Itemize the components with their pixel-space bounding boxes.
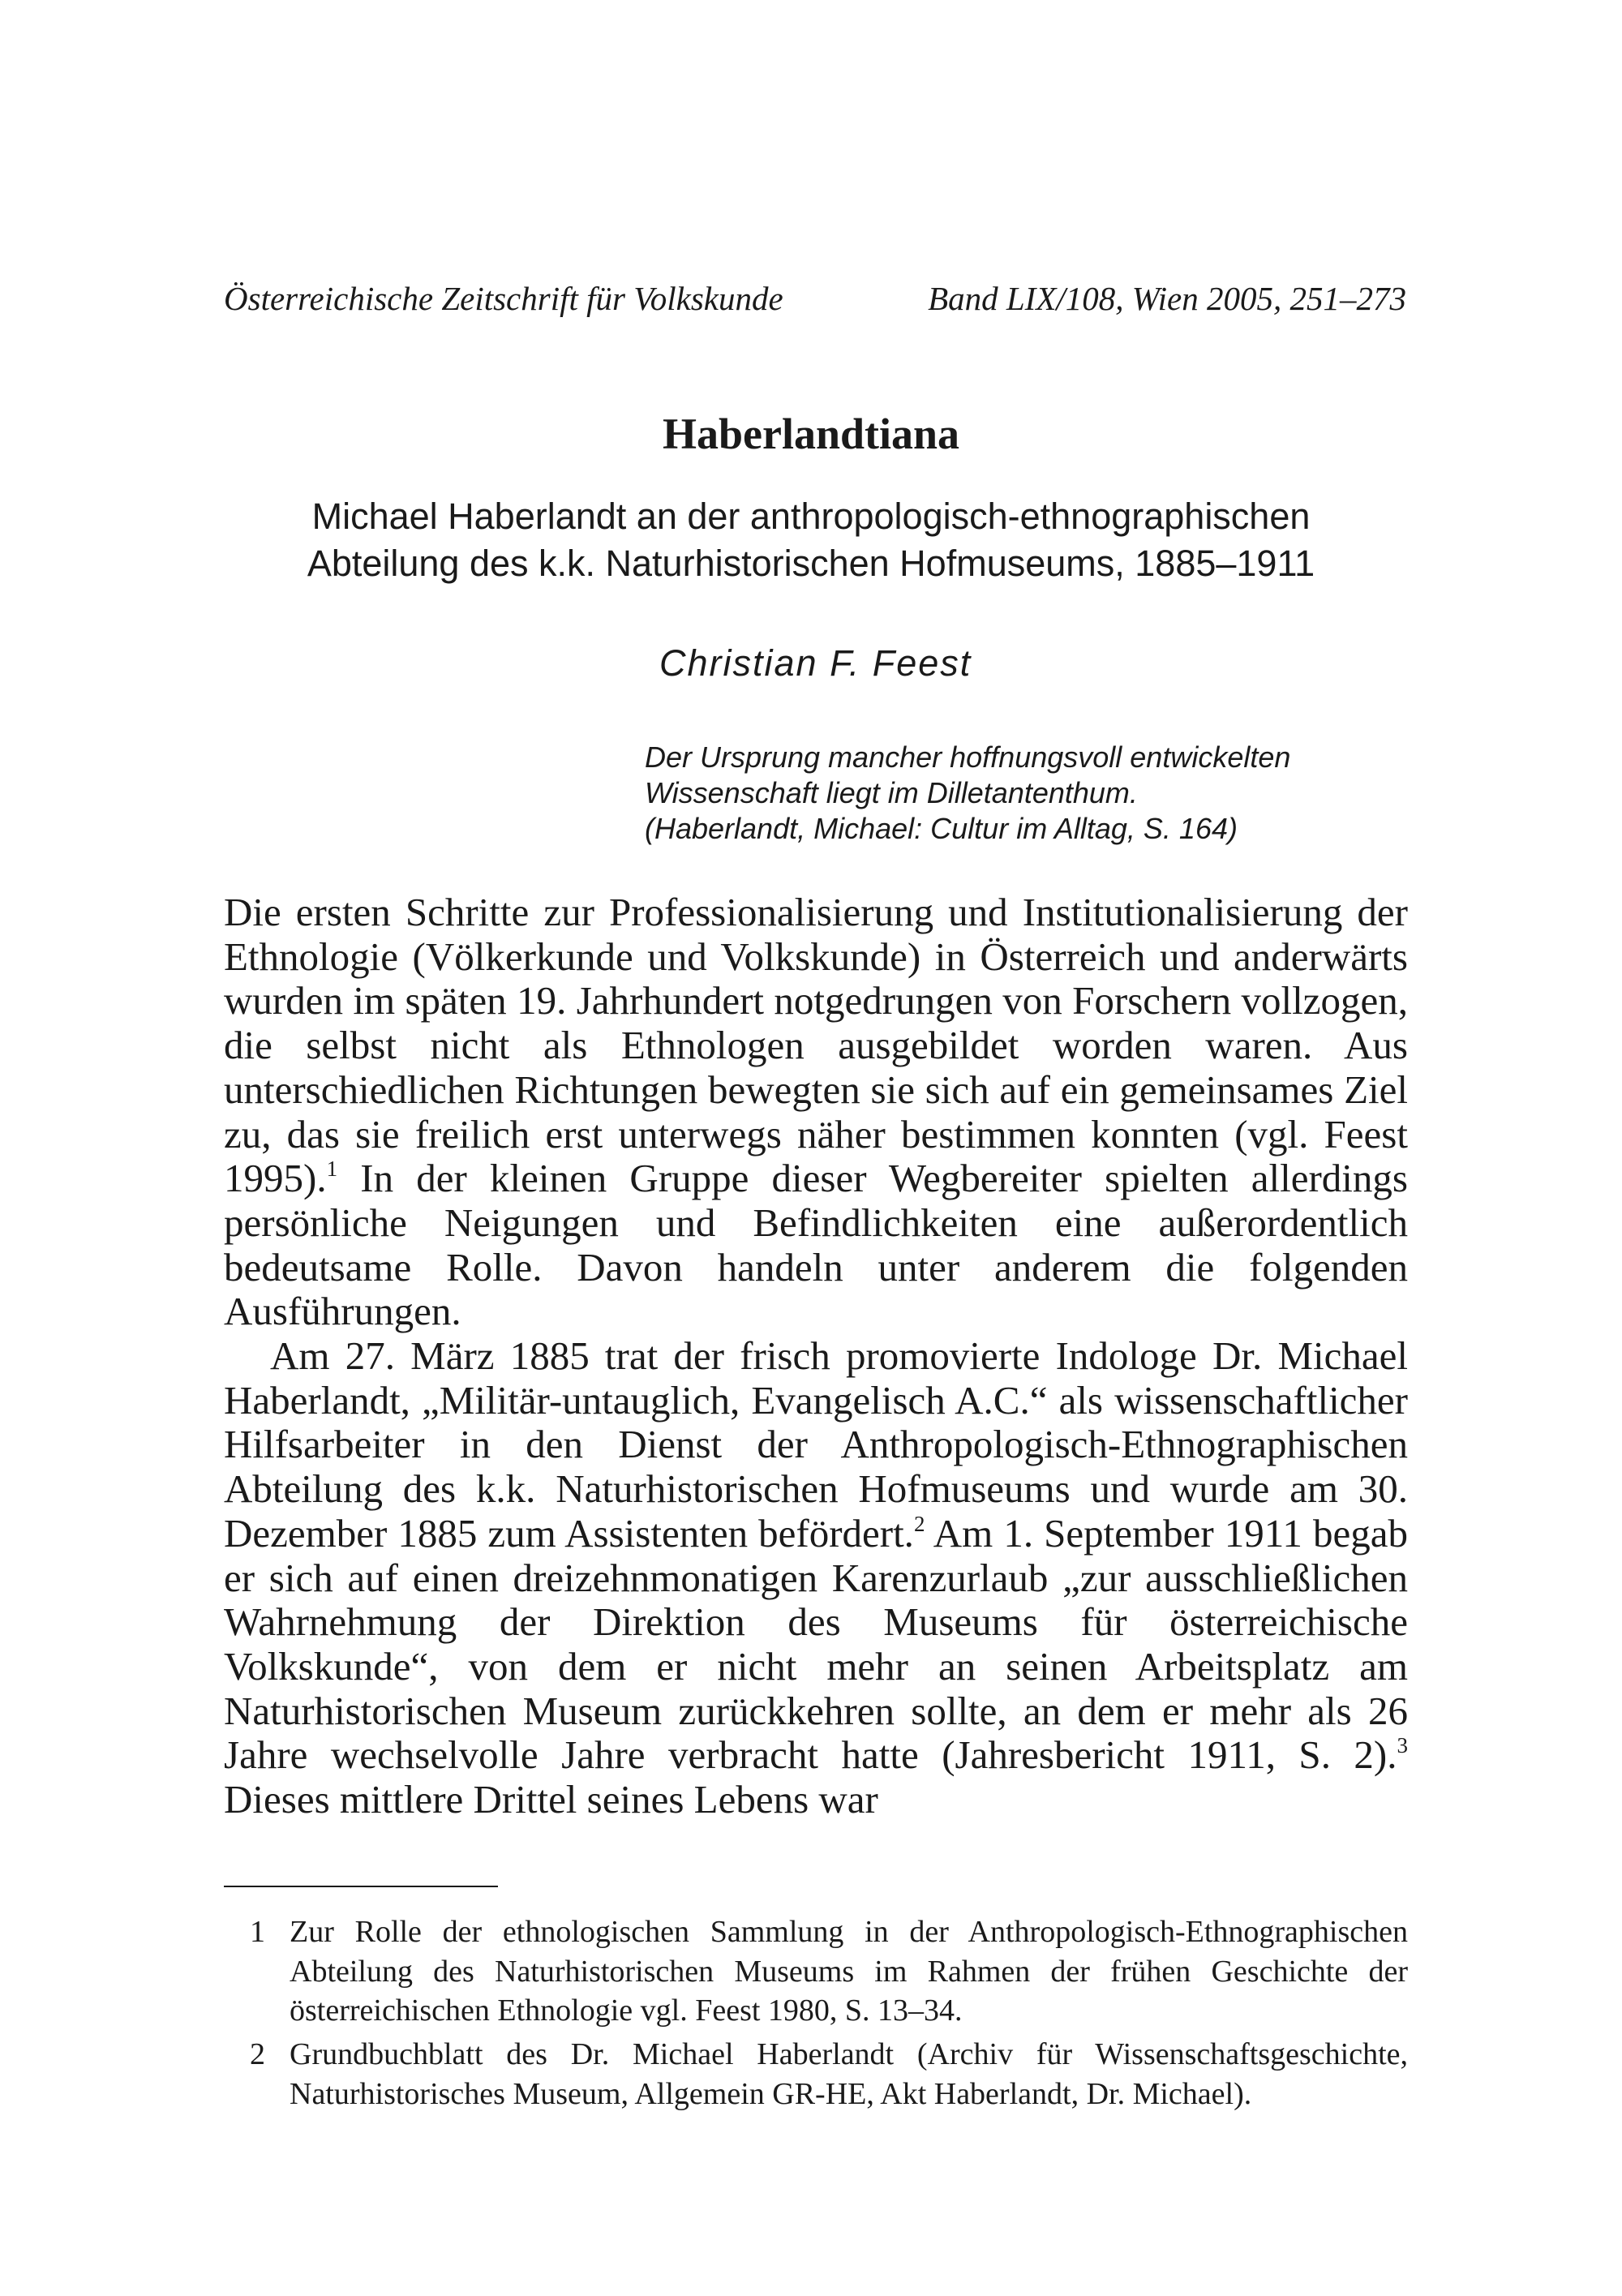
article-title: Haberlandtiana (662, 410, 960, 458)
subtitle-line: Abteilung des k.k. Naturhistorischen Hofmuseums, 1885–1911 (307, 543, 1315, 584)
footnote (224, 2035, 1408, 2114)
journal-name: Österreichische Zeitschrift für Volkskunde (224, 280, 783, 317)
paragraph-text: Die ersten Schritte zur Professionalisierung und Institutionalisierung der Ethnologie (Völkerkunde und Volkskunde) in Österreich und anderwärts wurden im späten 19. Jahrhundert notgedrungen von Forschern vollzogen, die selbst nicht als Ethnologen ausgebildet worden waren. Aus unterschiedlichen Richtungen bewegten sie sich auf ein gemeinsames Ziel zu, das sie freilich erst unterwegs näher bestimmen konnten (vgl. Feest 1995). (224, 890, 1408, 1201)
epigraph-line: Wissenschaft liegt im Dilletantenthum. (645, 776, 1138, 809)
subtitle-line: Michael Haberlandt an der anthropologisch-ethnographischen (311, 496, 1311, 537)
article-subtitle (0, 493, 1622, 587)
footnote-number: 2 (250, 2037, 265, 2072)
paragraph-text: In der kleinen Gruppe dieser Wegbereiter spielten allerdings persönliche Neigungen und Befindlichkeiten eine außerordentlich bedeutsame Rolle. Davon handeln unter anderem die folgenden Ausführungen. (224, 1156, 1408, 1334)
footnote-divider (224, 1886, 498, 1887)
footnote-number: 1 (250, 1915, 265, 1949)
footnote-ref: 2 (913, 1511, 925, 1536)
epigraph-citation: (Haberlandt, Michael: Cultur im Alltag, S. 164) (645, 812, 1238, 845)
footnote (224, 1912, 1408, 2031)
paragraph-text: Dieses mittlere Drittel seines Lebens war (224, 1777, 878, 1822)
volume-info: Band LIX/108, Wien 2005, 251–273 (928, 280, 1406, 317)
body-paragraph (224, 891, 1408, 1334)
paragraph-text: Am 1. September 1911 begab er sich auf einen dreizehnmonatigen Karenzurlaub „zur ausschließlichen Wahrnehmung der Direktion des Museums für österreichische Volkskunde“, von dem er nicht mehr an seinen Arbeitsplatz am Naturhistorischen Museum zurückkehren sollte, an dem er mehr als 26 Jahre wechselvolle Jahre verbracht hatte (Jahresbericht 1911, S. 2). (224, 1510, 1408, 1778)
epigraph-line: Der Ursprung mancher hoffnungsvoll entwickelten (645, 740, 1291, 774)
paragraph-text: Am 27. März 1885 trat der frisch promovierte Indologe Dr. Michael Haberlandt, „Militär-untauglich, Evangelisch A.C.“ als wissenschaftlicher Hilfsarbeiter in den Dienst der Anthropologisch-Ethnographischen Abteilung des k.k. Naturhistorischen Hofmuseums und wurde am 30. Dezember 1885 zum Assistenten befördert. (224, 1333, 1408, 1556)
body-paragraph (224, 1334, 1408, 1822)
footnote-text: Grundbuchblatt des Dr. Michael Haberlandt (Archiv für Wissenschaftsgeschichte, Naturhistorisches Museum, Allgemein GR-HE, Akt Haberlandt, Dr. Michael). (290, 2037, 1408, 2111)
article-body (224, 891, 1408, 1822)
footnote-ref: 3 (1397, 1733, 1408, 1758)
footnote-ref: 1 (326, 1157, 338, 1182)
footnote-text: Zur Rolle der ethnologischen Sammlung in der Anthropologisch-Ethnographischen Abteilung des Naturhistorischen Museums im Rahmen der frühen Geschichte der österreichischen Ethnologie vgl. Feest 1980, S. 13–34. (290, 1915, 1408, 2028)
epigraph (645, 740, 1423, 847)
author-name: Christian F. Feest (659, 642, 972, 684)
footnotes (224, 1912, 1408, 2118)
